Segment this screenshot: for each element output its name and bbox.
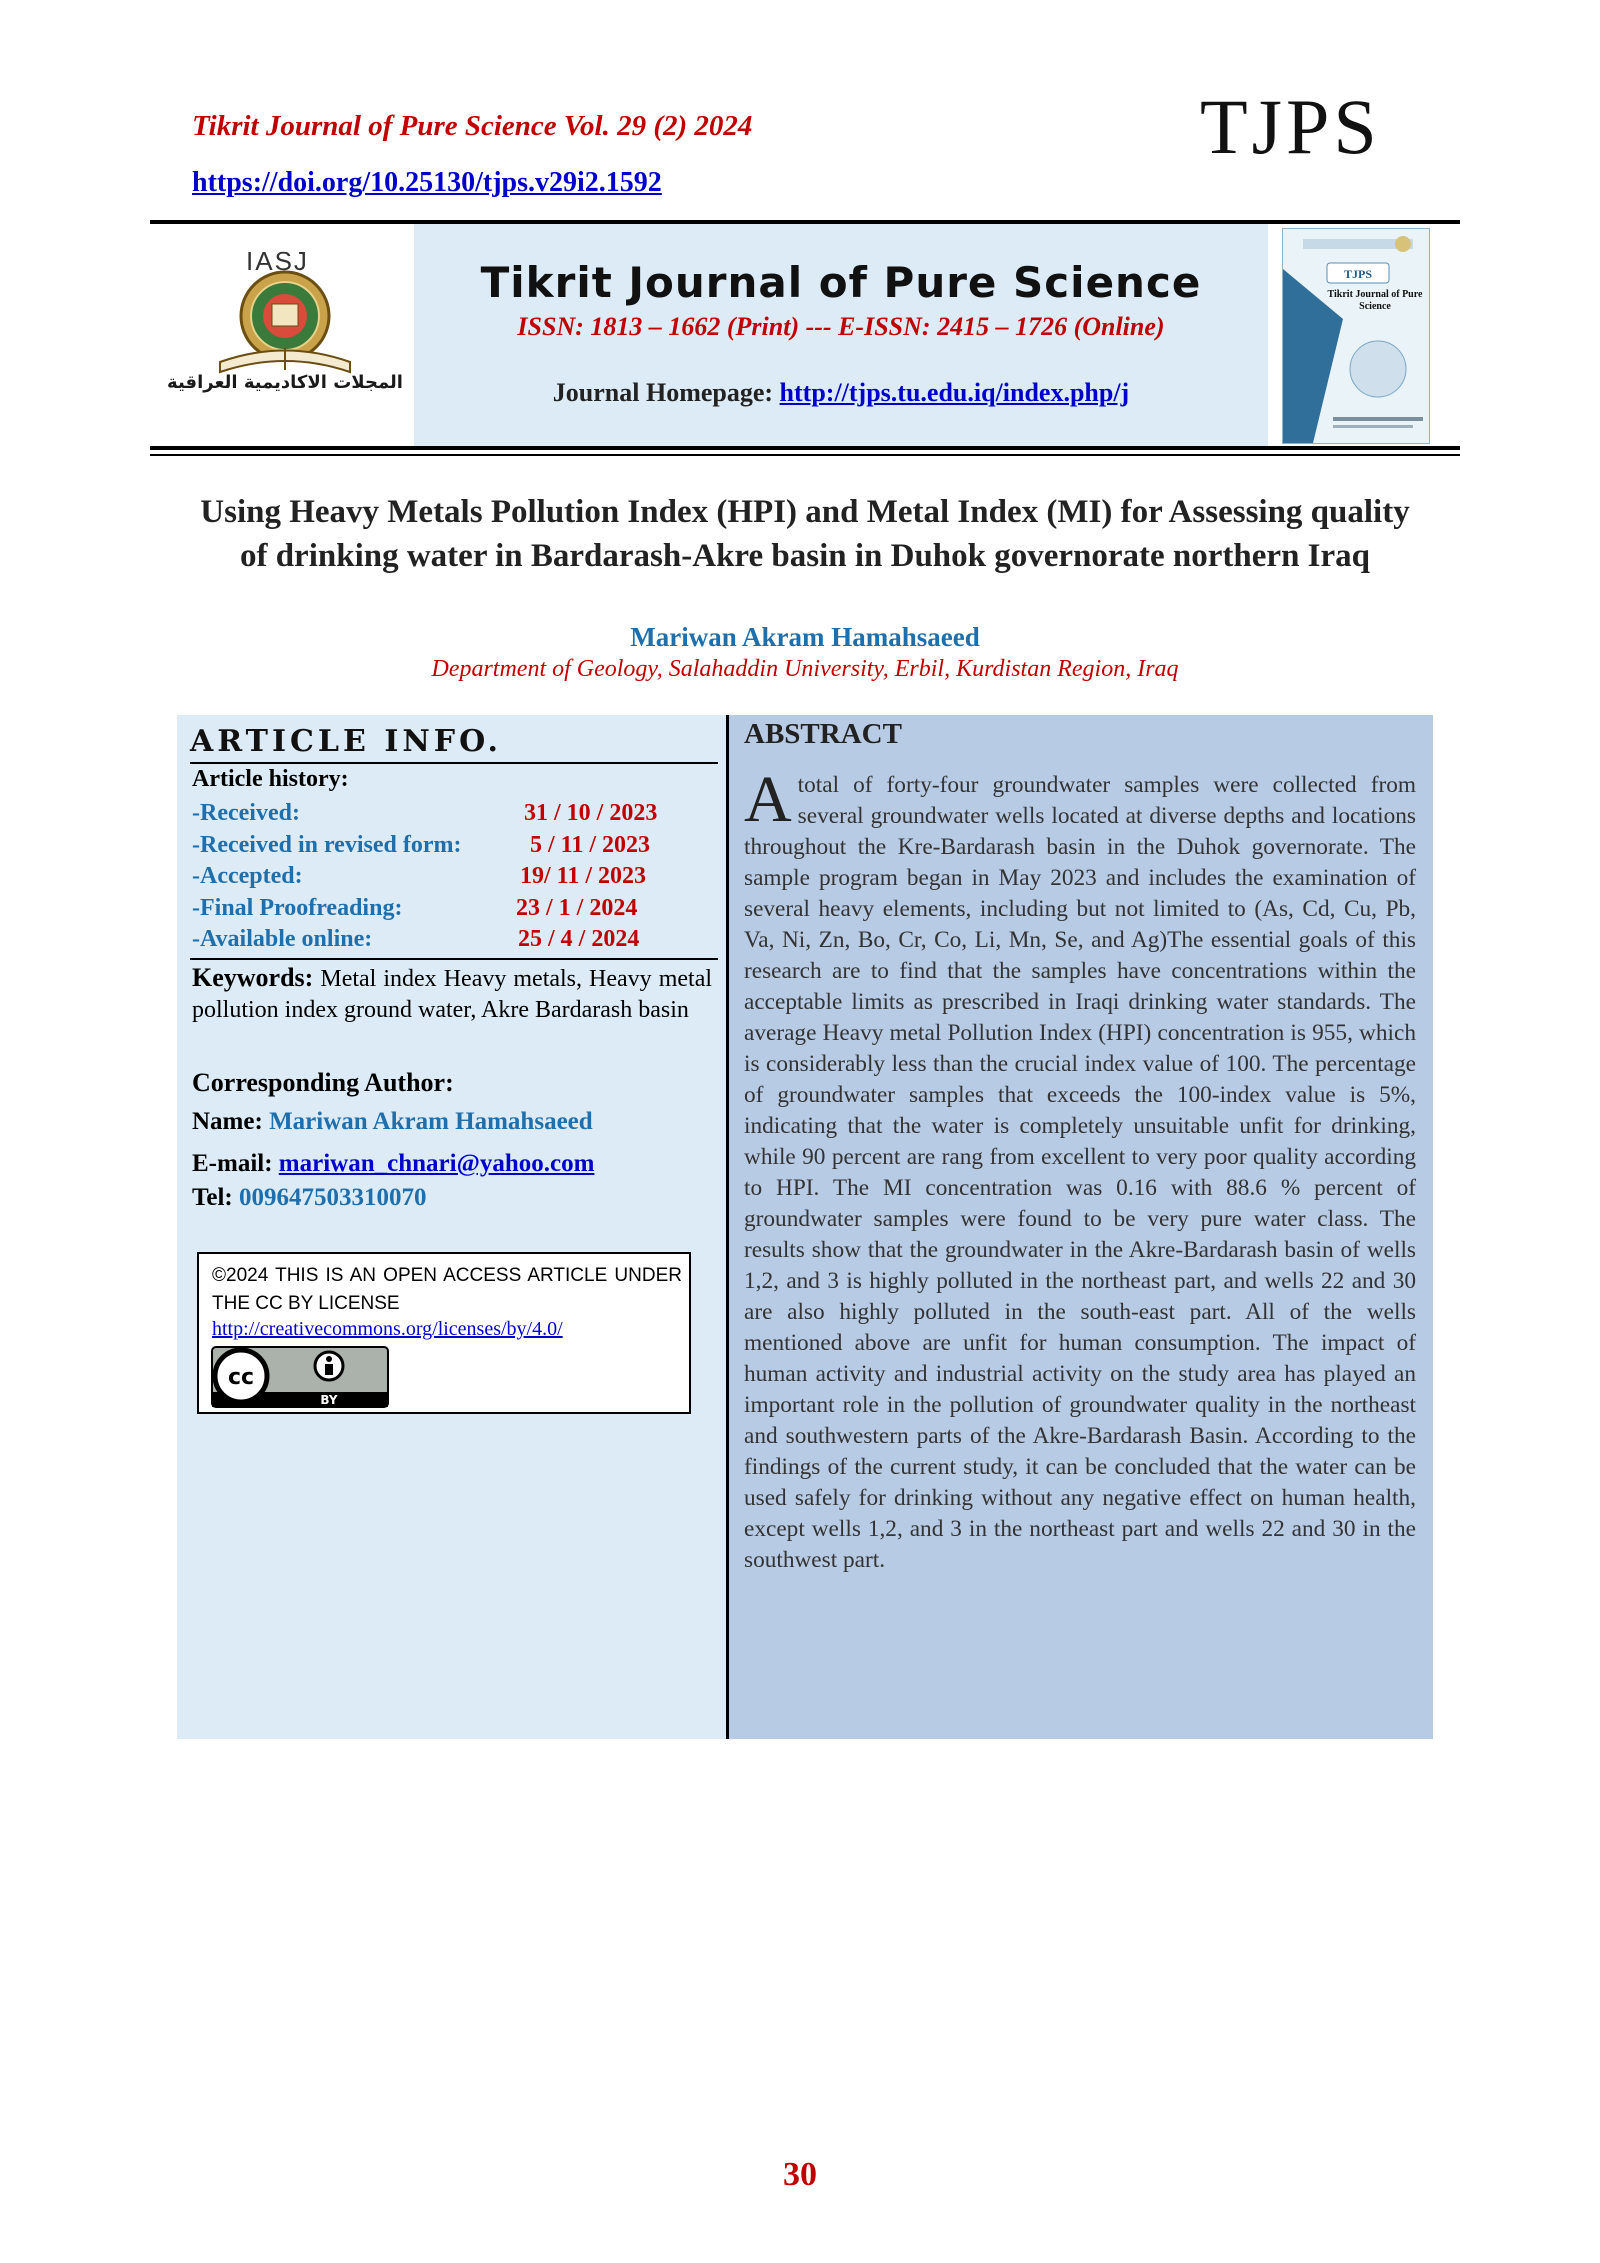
doi-link[interactable]: https://doi.org/10.25130/tjps.v29i2.1592 bbox=[192, 167, 662, 198]
banner-bottom-rule bbox=[150, 446, 1460, 450]
iasj-arabic-caption: المجلات الاكاديمية العراقية bbox=[167, 372, 403, 393]
article-title: Using Heavy Metals Pollution Index (HPI) and Metal Index (MI) for Assessing quality of drinking water in Bardarash-Akre basin in Duhok governorate northern Iraq bbox=[200, 494, 1410, 574]
journal-mark: TJPS bbox=[1200, 83, 1381, 170]
history-revised-date: 5 / 11 / 2023 bbox=[530, 832, 651, 858]
cc-by-license-icon bbox=[211, 1346, 389, 1408]
name-label: Name: bbox=[192, 1108, 270, 1135]
abstract-heading: ABSTRACT bbox=[744, 718, 902, 750]
banner-homepage bbox=[414, 378, 1268, 408]
cover-art-icon bbox=[1283, 229, 1429, 443]
telephone: 009647503310070 bbox=[239, 1184, 427, 1211]
corresponding-name: Mariwan Akram Hamahsaeed bbox=[269, 1108, 593, 1135]
history-proofreading-label: -Final Proofreading: bbox=[192, 895, 403, 921]
article-info-heading: ARTICLE INFO. bbox=[190, 724, 502, 759]
banner-bottom-rule-thin bbox=[150, 454, 1460, 456]
corresponding-author-label: Corresponding Author: bbox=[192, 1068, 454, 1097]
journal-reference: Tikrit Journal of Pure Science Vol. 29 (2) 2024 bbox=[192, 110, 753, 142]
homepage-label: Journal Homepage: bbox=[552, 378, 780, 407]
cc-label: cc bbox=[227, 1365, 255, 1390]
iasj-logo-text: IASJ bbox=[246, 246, 309, 276]
cover-mark: TJPS bbox=[1343, 267, 1373, 281]
history-revised-label: -Received in revised form: bbox=[192, 832, 462, 858]
abstract-body: total of forty-four groundwater samples were collected from several groundwater wells located at diverse depths and locations throughout the Kre-Bardarash basin in the Duhok governorate. The sample program began in May 2023 and includes the examination of several heavy elements, including but not limited to (As, Cd, Cu, Pb, Va, Ni, Zn, Bo, Cr, Co, Li, Mn, Se, and Ag)The essential goals of this research are to find that the samples have concentrations within the acceptable limits as prescribed in Iraqi drinking water standards. The average Heavy metal Pollution Index (HPI) concentration is 955, which is considerably less than the crucial index value of 100. The percentage of groundwater samples that exceeds the 100-index value is 5%, indicating that the water is completely unsuitable unfit for drinking, while 90 percent are rang from excellent to very poor quality according to HPI. The MI concentration was 0.16 with 88.6 % percent of groundwater samples were found to be very pure water class. The results show that the groundwater in the Akre-Bardarash basin of wells 1,2, and 3 is highly polluted in the northeast part, and wells 22 and 30 are also highly polluted in the south-east part. All of the wells mentioned above are unfit for human consumption. The impact of human activity and industrial activity on the study area has played an important role in the pollution of groundwater quality in the northeast and southwestern parts of the Akre-Bardarash Basin. According to the findings of the current study, it can be concluded that the water can be used safely for drinking without any negative effect on human health, except wells 1,2, and 3 in the northeast part and wells 22 and 30 in the southwest part. bbox=[744, 772, 1416, 1573]
banner-journal-title: Tikrit Journal of Pure Science bbox=[480, 258, 1202, 307]
homepage-link[interactable]: http://tjps.tu.edu.iq/index.php/j bbox=[779, 378, 1130, 407]
corresponding-tel-row bbox=[192, 1184, 427, 1212]
history-online-label: -Available online: bbox=[192, 926, 373, 952]
banner-issn: ISSN: 1813 – 1662 (Print) --- E-ISSN: 2415 – 1726 (Online) bbox=[517, 312, 1165, 341]
keywords bbox=[192, 962, 712, 1026]
journal-cover-thumbnail bbox=[1282, 228, 1430, 444]
history-proofreading-date: 23 / 1 / 2024 bbox=[516, 895, 638, 921]
keywords-label: Keywords: bbox=[192, 963, 314, 992]
email-link[interactable]: mariwan_chnari@yahoo.com bbox=[278, 1150, 595, 1177]
author-name: Mariwan Akram Hamahsaeed bbox=[630, 622, 980, 652]
corresponding-name-row bbox=[192, 1108, 593, 1136]
license-text: ©2024 THIS IS AN OPEN ACCESS ARTICLE UNDER THE CC BY LICENSE bbox=[212, 1265, 682, 1314]
history-received-date: 31 / 10 / 2023 bbox=[524, 800, 658, 826]
history-online-date: 25 / 4 / 2024 bbox=[518, 926, 640, 952]
cover-title: Tikrit Journal of Pure Science bbox=[1327, 289, 1423, 312]
license-link[interactable]: http://creativecommons.org/licenses/by/4.0/ bbox=[212, 1318, 563, 1340]
history-received-label: -Received: bbox=[192, 800, 300, 826]
history-accepted-date: 19/ 11 / 2023 bbox=[520, 863, 647, 889]
email-label: E-mail: bbox=[192, 1150, 279, 1177]
info-divider-2 bbox=[190, 958, 718, 960]
article-history-label: Article history: bbox=[192, 766, 349, 792]
tel-label: Tel: bbox=[192, 1184, 239, 1211]
page-number: 30 bbox=[783, 2156, 817, 2193]
corresponding-email-row bbox=[192, 1150, 594, 1178]
abstract-text bbox=[744, 763, 1416, 1576]
abstract-drop-cap: A bbox=[744, 763, 792, 836]
keywords-text: Metal index Heavy metals, Heavy metal pollution index ground water, Akre Bardarash basin bbox=[192, 966, 713, 1023]
by-label: BY bbox=[320, 1393, 338, 1407]
info-divider bbox=[190, 762, 718, 764]
author-affiliation: Department of Geology, Salahaddin University, Erbil, Kurdistan Region, Iraq bbox=[431, 656, 1179, 682]
history-accepted-label: -Accepted: bbox=[192, 863, 303, 889]
